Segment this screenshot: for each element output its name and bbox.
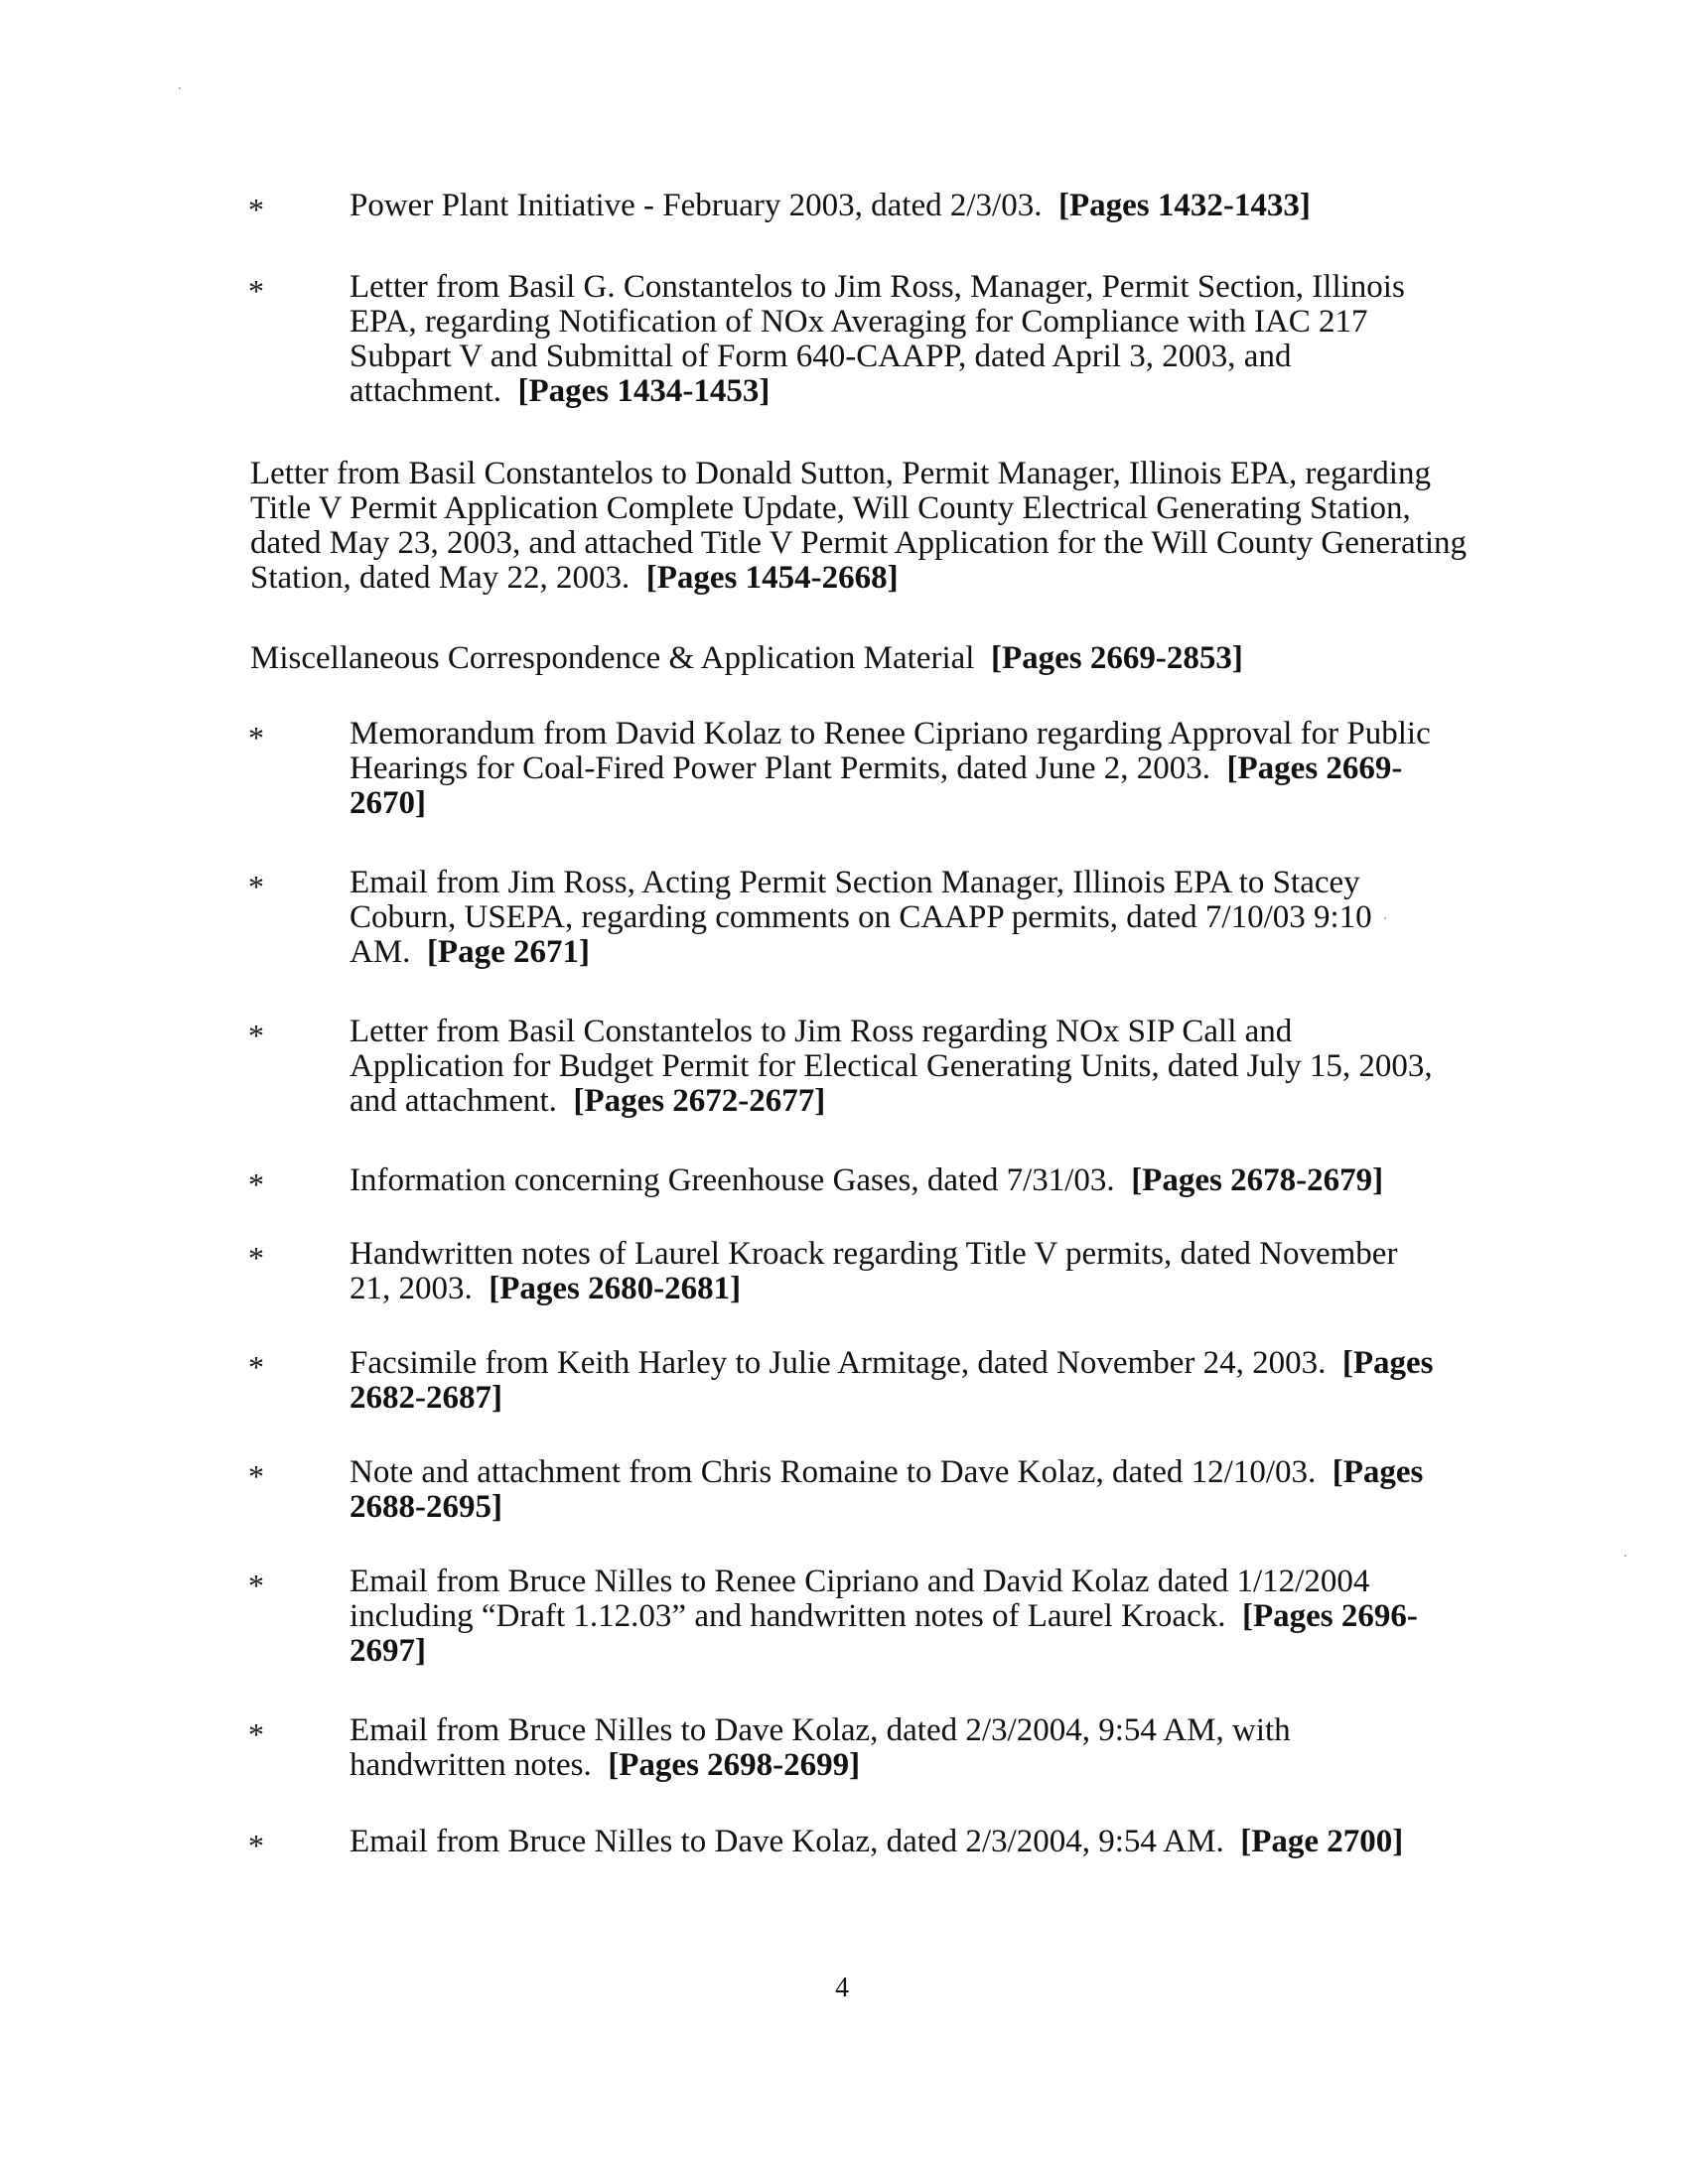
page-reference: [Pages 2669-2853] bbox=[990, 640, 1243, 676]
entry-description: Miscellaneous Correspondence & Application Material bbox=[250, 640, 975, 676]
entry-description: Letter from Basil Constantelos to Donald Sutton, Permit Manager, Illinois EPA, regarding Title V Permit Application Complete Update, Will County Electrical Generating Station, dated May 23, 2003, and attached Title V Permit Application for the Will County Generating Station, dated May 22, 2003. bbox=[250, 456, 1467, 596]
entry-text bbox=[350, 270, 1442, 409]
entry-description: Letter from Basil Constantelos to Jim Ross regarding NOx SIP Call and Application for Budget Permit for Electical Generating Units, dated July 15, 2003, and attachment. bbox=[350, 1014, 1433, 1119]
entry-text bbox=[350, 1565, 1442, 1669]
page-reference: [Pages 2698-2699] bbox=[608, 1747, 861, 1783]
entry-text bbox=[250, 641, 1481, 676]
entry-text bbox=[350, 1455, 1442, 1525]
bullet-marker: * bbox=[248, 1018, 264, 1053]
page-reference: [Pages 1432-1433] bbox=[1057, 188, 1311, 223]
list-item bbox=[248, 188, 1442, 227]
entry-description: Information concerning Greenhouse Gases, dated 7/31/03. bbox=[350, 1162, 1115, 1198]
entry-text bbox=[350, 1346, 1442, 1416]
bullet-marker: * bbox=[248, 1458, 264, 1494]
entry-text bbox=[350, 1163, 1442, 1198]
scan-speck bbox=[179, 87, 181, 89]
list-item bbox=[248, 1162, 1442, 1202]
entry-description: Email from Jim Ross, Acting Permit Section Manager, Illinois EPA to Stacey Coburn, USEPA, regarding comments on CAAPP permits, dated 7/10/03 9:10 AM. bbox=[350, 865, 1372, 970]
list-item bbox=[250, 1015, 1442, 1119]
entry-description: Letter from Basil G. Constantelos to Jim Ross, Manager, Permit Section, Illinois EPA, regarding Notification of NOx Averaging for Compliance with IAC 217 Subpart V and Submittal of Form 640-CAAPP, dated April 3, 2003, and attachment. bbox=[350, 269, 1405, 409]
page-reference: [Pages 1454-2668] bbox=[645, 560, 899, 596]
page-reference: [Pages 2680-2681] bbox=[489, 1271, 742, 1306]
list-item bbox=[250, 717, 1442, 821]
page-reference: [Pages 2688-2695] bbox=[350, 1454, 1424, 1525]
bullet-marker: * bbox=[248, 192, 264, 227]
list-item bbox=[250, 866, 1442, 970]
entry-text bbox=[350, 717, 1442, 821]
entry-description: Power Plant Initiative - February 2003, dated 2/3/03. bbox=[350, 188, 1043, 223]
bullet-marker: * bbox=[248, 1240, 264, 1276]
page-reference: [Pages 2682-2687] bbox=[350, 1345, 1434, 1416]
bullet-marker: * bbox=[248, 720, 264, 755]
entry-text bbox=[350, 1825, 1442, 1859]
page-number: 4 bbox=[835, 1973, 849, 2003]
entry-text bbox=[350, 189, 1442, 223]
list-item bbox=[250, 456, 1467, 596]
page-reference: [Page 2671] bbox=[426, 934, 590, 970]
entry-text bbox=[350, 1015, 1442, 1119]
bullet-marker: * bbox=[248, 1828, 264, 1863]
entry-description: Handwritten notes of Laurel Kroack regarding Title V permits, dated November 21, 2003. bbox=[350, 1236, 1398, 1306]
page-reference: [Pages 2672-2677] bbox=[573, 1083, 826, 1119]
bullet-marker: * bbox=[248, 273, 264, 309]
entry-text bbox=[250, 457, 1481, 596]
page-reference: [Pages 1434-1453] bbox=[517, 373, 771, 409]
page-reference: [Page 2700] bbox=[1240, 1824, 1404, 1859]
entry-text bbox=[350, 1713, 1442, 1783]
entry-description: Email from Bruce Nilles to Dave Kolaz, dated 2/3/2004, 9:54 AM, with handwritten notes. bbox=[350, 1712, 1291, 1783]
page-reference: [Pages 2696-2697] bbox=[350, 1598, 1418, 1669]
list-item bbox=[250, 270, 1442, 409]
bullet-marker: * bbox=[248, 1349, 264, 1385]
bullet-marker: * bbox=[248, 1568, 264, 1603]
entry-description: Note and attachment from Chris Romaine to Dave Kolaz, dated 12/10/03. bbox=[350, 1454, 1317, 1490]
page-reference: [Pages 2678-2679] bbox=[1131, 1162, 1384, 1198]
scan-speck bbox=[1624, 1555, 1626, 1557]
entry-description: Email from Bruce Nilles to Dave Kolaz, dated 2/3/2004, 9:54 AM. bbox=[350, 1824, 1224, 1859]
list-item bbox=[250, 1565, 1442, 1669]
list-item bbox=[248, 1824, 1442, 1863]
entry-description: Facsimile from Keith Harley to Julie Armitage, dated November 24, 2003. bbox=[350, 1345, 1327, 1381]
page-reference: [Pages 2669-2670] bbox=[350, 751, 1403, 821]
entry-text bbox=[350, 866, 1442, 970]
bullet-marker: * bbox=[248, 1166, 264, 1202]
list-item bbox=[250, 1237, 1442, 1306]
section-heading bbox=[250, 641, 1442, 676]
entry-text bbox=[350, 1237, 1442, 1306]
list-item bbox=[250, 1346, 1442, 1416]
entry-description: Email from Bruce Nilles to Renee Cipriano and David Kolaz dated 1/12/2004 including “Draft 1.12.03” and handwritten notes of Laurel Kroack. bbox=[350, 1564, 1370, 1634]
list-item bbox=[250, 1455, 1442, 1525]
list-item bbox=[250, 1713, 1442, 1783]
bullet-marker: * bbox=[248, 869, 264, 904]
entry-description: Memorandum from David Kolaz to Renee Cipriano regarding Approval for Public Hearings for Coal-Fired Power Plant Permits, dated June 2, 2003. bbox=[350, 716, 1431, 786]
scan-speck bbox=[1384, 917, 1386, 919]
bullet-marker: * bbox=[248, 1716, 264, 1752]
